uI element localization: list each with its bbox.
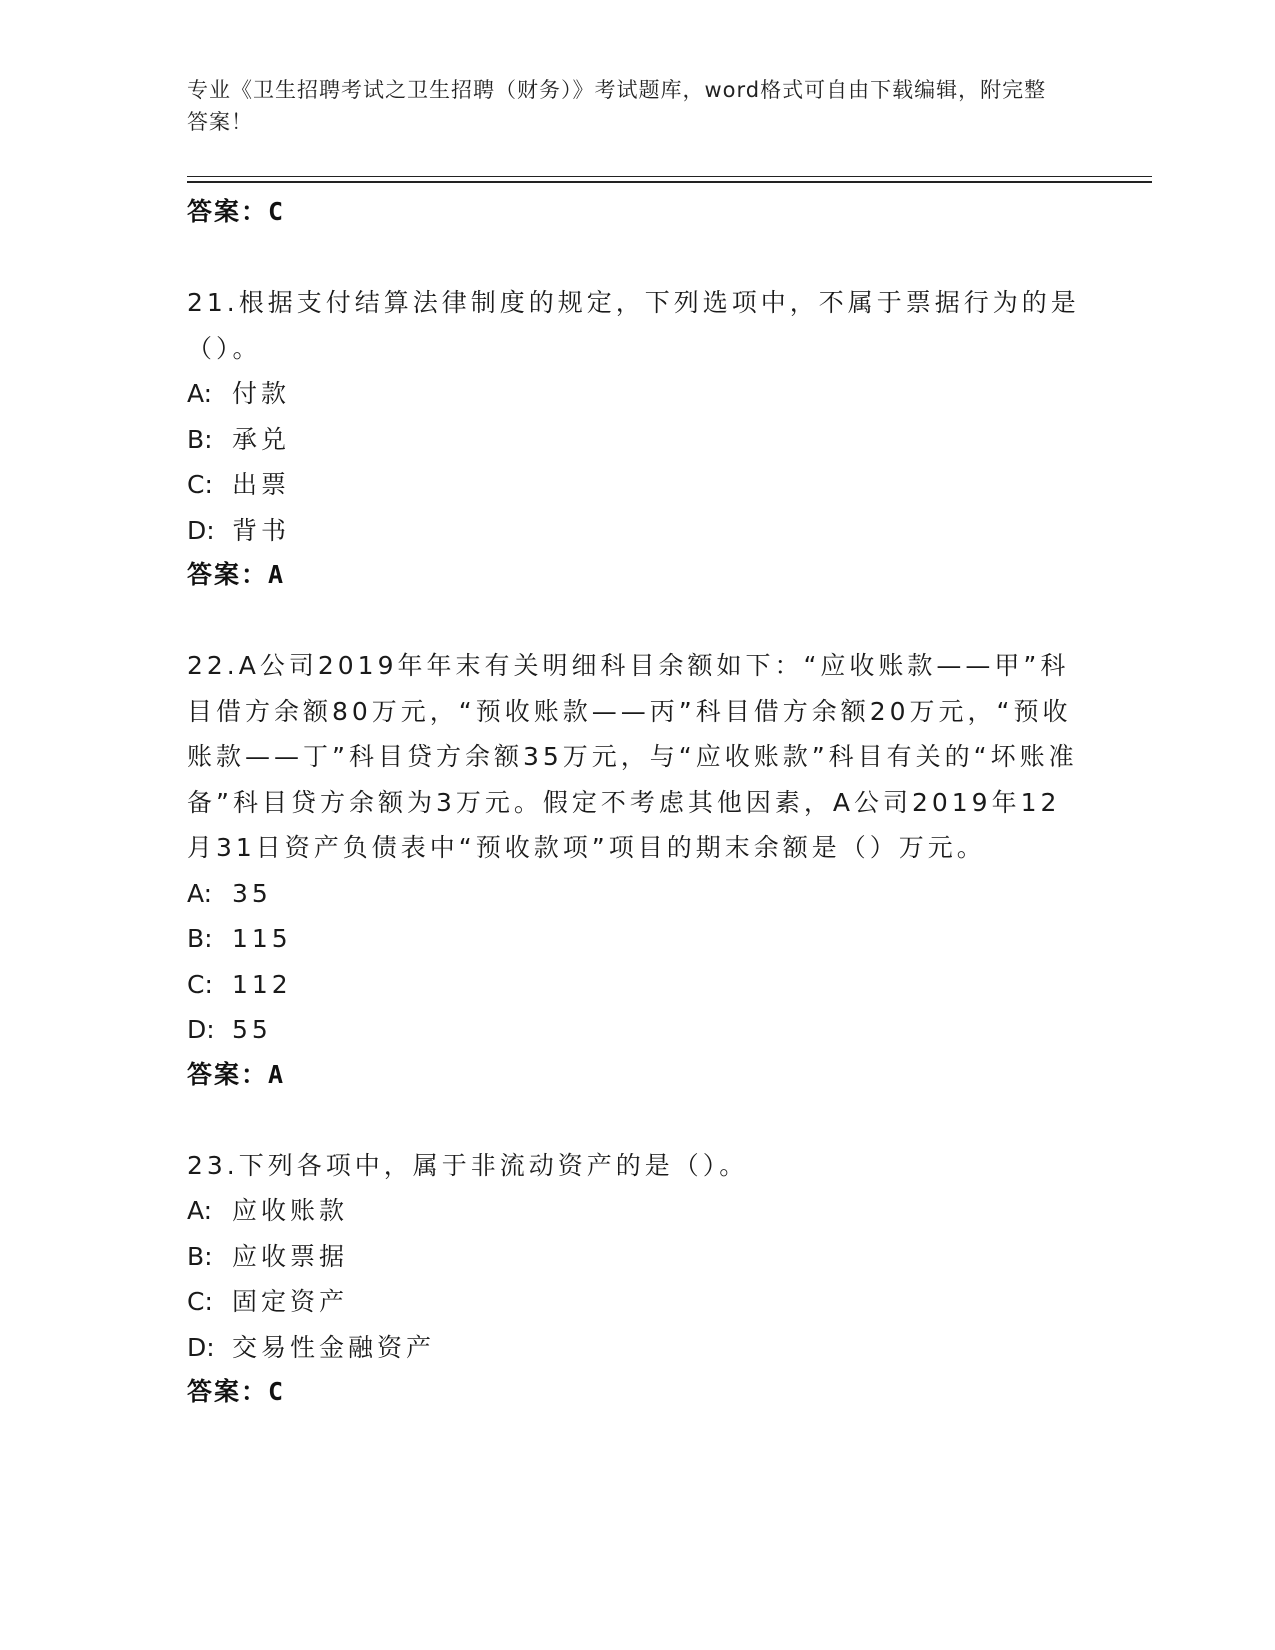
option-text: 应收账款 <box>232 1196 349 1225</box>
option-letter: D: <box>187 515 215 545</box>
option-d <box>187 1325 1087 1371</box>
option-c <box>187 1279 1087 1325</box>
answer-line <box>187 1053 1087 1097</box>
answer-label: 答案： <box>187 1059 269 1089</box>
option-letter: A: <box>187 379 213 408</box>
option-text: 115 <box>232 924 292 953</box>
option-d <box>187 508 1087 554</box>
answer-line <box>187 190 1087 234</box>
answer-value: A <box>268 560 286 589</box>
option-letter: B: <box>187 924 213 953</box>
option-c <box>187 462 1087 508</box>
option-letter: A: <box>187 1196 213 1225</box>
document-header: 专业《卫生招聘考试之卫生招聘（财务）》考试题库，word格式可自由下载编辑，附完整答案！ <box>187 78 1047 134</box>
question-23 <box>187 1143 1087 1415</box>
answer-value: C <box>268 197 286 226</box>
answer-label: 答案： <box>187 560 269 589</box>
option-text: 承兑 <box>232 424 291 454</box>
answer-label: 答案： <box>187 1377 269 1406</box>
option-a <box>187 371 1087 417</box>
answer-label: 答案： <box>187 197 269 226</box>
option-text: 112 <box>232 969 292 999</box>
answer-value: C <box>268 1377 286 1406</box>
option-letter: B: <box>187 1241 213 1271</box>
option-text: 应收票据 <box>232 1241 349 1271</box>
option-letter: D: <box>187 1015 215 1044</box>
answer-line <box>187 1370 1087 1414</box>
question-text: 22.A公司2019年年末有关明细科目余额如下：“应收账款——甲”科目借方余额80万元，“预收账款——丙”科目借方余额20万元，“预收账款——丁”科目贷方余额35万元，与“应收账款”科目有关的“坏账准备”科目贷方余额为3万元。假定不考虑其他因素，A公司2019年12月31日资产负债表中“预收款项”项目的期末余额是（）万元。 <box>187 651 1078 862</box>
option-text: 出票 <box>232 470 291 499</box>
option-text: 交易性金融资产 <box>232 1332 436 1362</box>
question-list <box>187 190 1087 1414</box>
question-22 <box>187 643 1087 1097</box>
option-letter: D: <box>187 1332 215 1362</box>
option-text: 背书 <box>232 515 291 545</box>
option-letter: C: <box>187 470 213 499</box>
option-a <box>187 1188 1087 1234</box>
answer-value: A <box>268 1059 286 1089</box>
question-text: 23.下列各项中，属于非流动资产的是（）。 <box>187 1150 749 1180</box>
option-c <box>187 962 1087 1008</box>
option-a <box>187 871 1087 917</box>
option-b <box>187 1234 1087 1280</box>
option-letter: C: <box>187 1287 213 1316</box>
option-letter: A: <box>187 878 213 908</box>
question-21 <box>187 280 1087 597</box>
option-b <box>187 417 1087 463</box>
header-divider-thick <box>187 181 1152 183</box>
header-divider-thin <box>187 176 1152 177</box>
question-text: 21.根据支付结算法律制度的规定，下列选项中，不属于票据行为的是（）。 <box>187 288 1080 363</box>
option-letter: B: <box>187 424 213 454</box>
option-d <box>187 1007 1087 1053</box>
answer-line <box>187 553 1087 597</box>
option-text: 固定资产 <box>232 1287 349 1316</box>
option-text: 付款 <box>232 379 291 408</box>
option-text: 35 <box>232 878 272 908</box>
option-text: 55 <box>232 1015 272 1044</box>
option-letter: C: <box>187 969 213 999</box>
option-b <box>187 916 1087 962</box>
